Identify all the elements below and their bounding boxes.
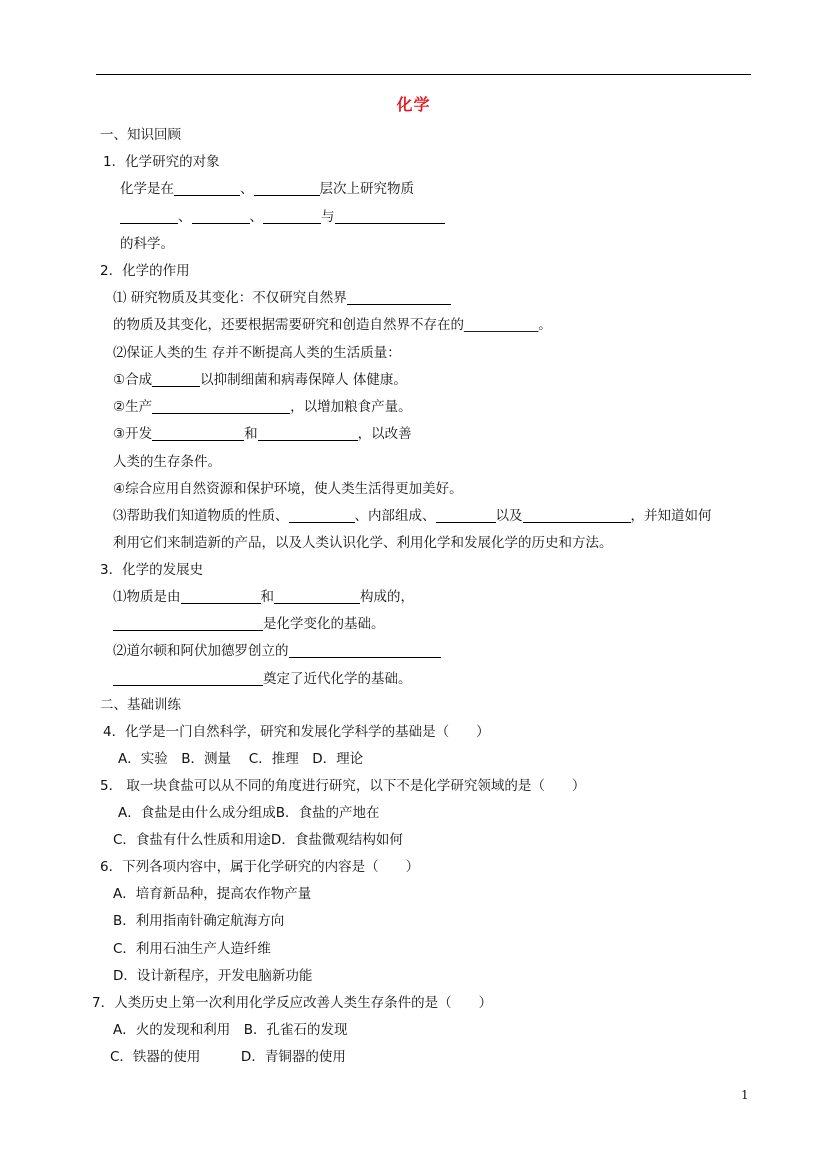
text-line — [100, 262, 190, 280]
text-line — [113, 480, 463, 498]
text-line — [100, 561, 203, 579]
page-title: 化学 — [396, 95, 431, 114]
fill-in-blank — [181, 589, 261, 604]
text-line — [113, 507, 712, 525]
fill-in-blank — [289, 508, 355, 523]
line-text: 二、基础训练 — [100, 697, 181, 713]
text-line — [113, 885, 311, 903]
fill-in-blank — [152, 372, 200, 387]
fill-in-blank — [436, 508, 496, 523]
line-text: ①合成 — [113, 372, 153, 388]
text-line — [118, 750, 363, 768]
header-rule — [96, 74, 751, 75]
text-line — [113, 1021, 348, 1039]
line-text: ③开发 — [113, 426, 153, 442]
line-text: C．利用石油生产人造纤维 — [113, 941, 271, 957]
line-text: 是化学变化的基础。 — [263, 616, 385, 632]
fill-in-blank — [335, 209, 445, 224]
line-text: ④综合应用自然资源和保护环境，使人类生活得更加美好。 — [113, 481, 463, 497]
text-line — [120, 235, 174, 253]
text-line — [113, 289, 451, 307]
line-text: A．食盐是由什么成分组成B．食盐的产地在 — [118, 805, 380, 821]
line-text: 人类的生存条件。 — [113, 454, 221, 470]
fill-in-blank — [192, 209, 250, 224]
text-line — [120, 208, 445, 226]
line-text: C．铁器的使用 D．青铜器的使用 — [110, 1049, 346, 1065]
text-line — [100, 696, 181, 714]
line-text: ⑴ 研究物质及其变化：不仅研究自然界 — [113, 290, 347, 306]
line-text: 与 — [321, 209, 335, 225]
line-text: 6．下列各项内容中，属于化学研究的内容是（ ） — [100, 859, 420, 875]
text-line — [92, 994, 492, 1012]
line-text: 利用它们来制造新的产品，以及人类认识化学、利用化学和发展化学的历史和方法。 — [113, 535, 613, 551]
text-line — [113, 425, 412, 443]
text-line — [118, 804, 380, 822]
text-line — [103, 723, 490, 741]
line-text: ⑶帮助我们知道物质的性质、 — [113, 508, 289, 524]
text-line — [113, 831, 403, 849]
text-line — [113, 967, 312, 985]
line-text: ⑵道尔顿和阿伏加德罗创立的 — [113, 643, 289, 659]
line-text: 、 — [249, 209, 263, 225]
line-text: 和 — [244, 426, 258, 442]
page-number: 1 — [741, 1088, 749, 1102]
line-text: 层次上研究物质 — [319, 181, 414, 197]
line-text: 的科学。 — [120, 236, 174, 252]
fill-in-blank — [113, 671, 263, 686]
text-line — [100, 126, 181, 144]
line-text: ②生产 — [113, 399, 153, 415]
line-text: ，以增加粮食产量。 — [290, 399, 412, 415]
text-line — [113, 453, 221, 471]
text-line — [100, 858, 419, 876]
line-text: 的物质及其变化，还要根据需要研究和创造自然界不存在的___________。 — [113, 317, 552, 333]
line-text: 化学是在 — [120, 181, 174, 197]
text-line — [103, 153, 220, 171]
line-text: 一、知识回顾 — [100, 127, 181, 143]
line-text: A．实验 B．测量 C．推理 D．理论 — [118, 751, 364, 767]
line-text: 奠定了近代化学的基础。 — [263, 671, 412, 687]
fill-in-blank — [254, 181, 320, 196]
line-text: 1．化学研究的对象 — [103, 154, 220, 170]
line-text: 、内部组成、 — [354, 508, 436, 524]
fill-in-blank — [174, 181, 240, 196]
line-text: 构成的， — [360, 589, 414, 605]
line-text: ，并知道如何 — [630, 508, 712, 524]
fill-in-blank — [523, 508, 631, 523]
text-line — [113, 316, 552, 334]
line-text: A．火的发现和利用 B．孔雀石的发现 — [113, 1022, 348, 1038]
line-text: 3．化学的发展史 — [100, 562, 204, 578]
fill-in-blank — [152, 426, 244, 441]
fill-in-blank — [152, 399, 290, 414]
line-text: 5． 取一块食盐可以从不同的角度进行研究，以下不是化学研究领域的是（ ） — [100, 778, 586, 794]
text-line — [110, 1048, 346, 1066]
line-text: ，以改善 — [357, 426, 412, 442]
line-text: ⑴物质是由 — [113, 589, 181, 605]
text-line — [113, 615, 385, 633]
line-text: A．培育新品种，提高农作物产量 — [113, 886, 312, 902]
text-line — [113, 670, 412, 688]
text-line — [113, 534, 613, 552]
fill-in-blank — [263, 209, 321, 224]
text-line — [113, 642, 441, 660]
text-line — [100, 777, 585, 795]
text-line — [113, 344, 401, 362]
line-text: 2．化学的作用 — [100, 263, 190, 279]
line-text: 以及 — [495, 508, 523, 524]
text-line — [113, 912, 284, 930]
fill-in-blank — [113, 616, 263, 631]
line-text: 以抑制细菌和病毒保障人 体健康。 — [200, 372, 407, 388]
line-text: 7．人类历史上第一次利用化学反应改善人类生存条件的是（ ） — [92, 995, 493, 1011]
line-text: B．利用指南针确定航海方向 — [113, 913, 285, 929]
fill-in-blank — [258, 426, 358, 441]
line-text: C．食盐有什么性质和用途D．食盐微观结构如何 — [113, 832, 403, 848]
text-line — [113, 940, 271, 958]
fill-in-blank — [289, 643, 441, 658]
fill-in-blank — [120, 209, 178, 224]
text-line — [120, 180, 414, 198]
text-line — [113, 588, 414, 606]
line-text: 和 — [260, 589, 274, 605]
fill-in-blank — [347, 290, 451, 305]
text-line — [113, 398, 412, 416]
line-text: ⑵保证人类的生 存并不断提高人类的生活质量： — [113, 345, 401, 361]
text-line — [113, 371, 407, 389]
line-text: 、 — [240, 181, 254, 197]
fill-in-blank — [274, 589, 360, 604]
line-text: D．设计新程序，开发电脑新功能 — [113, 968, 313, 984]
line-text: 4．化学是一门自然科学，研究和发展化学科学的基础是（ ） — [103, 724, 490, 740]
line-text: 、 — [178, 209, 192, 225]
